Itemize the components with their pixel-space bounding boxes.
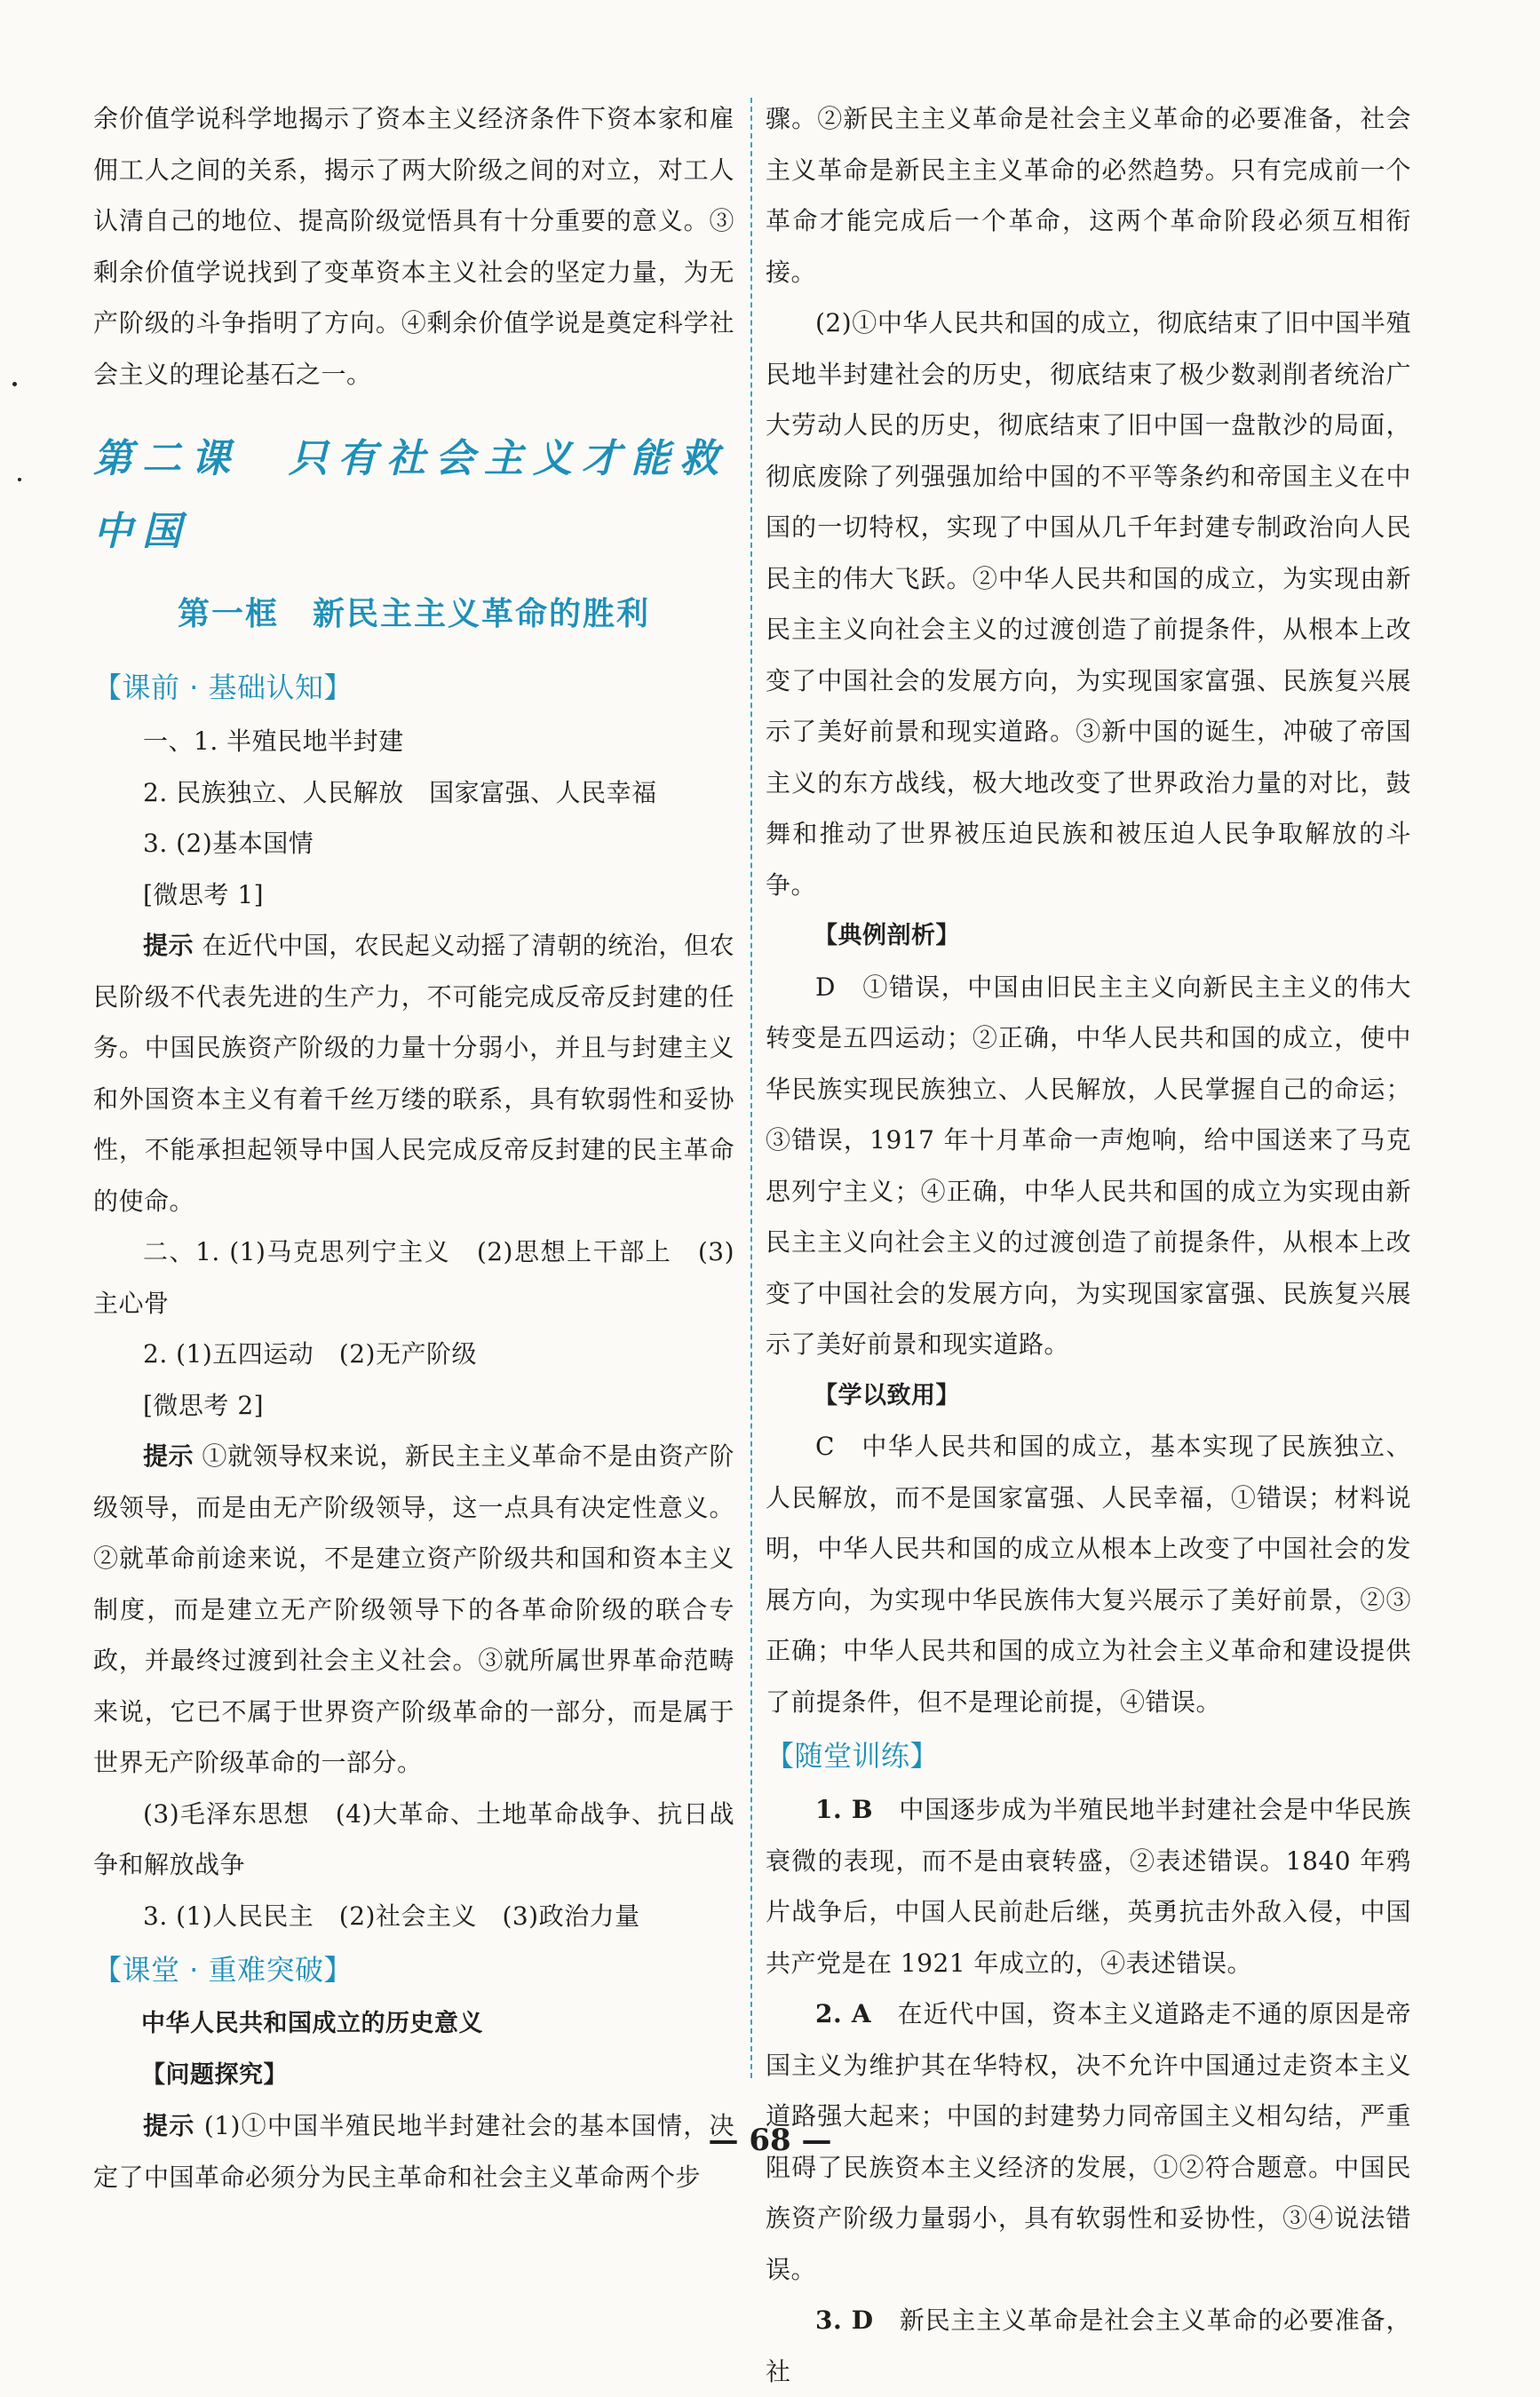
answer-line: (3)毛泽东思想 (4)大革命、土地革命战争、抗日战争和解放战争 (93, 1798, 734, 1879)
right-column (766, 93, 1411, 2397)
answer-text: 在近代中国，资本主义道路走不通的原因是帝国主义为维护其在华特权，决不允许中国通过走资本主义道路强大起来；中国的封建势力同帝国主义相勾结，严重阻碍了民族资本主义经济的发展，①②符合题意。中国民族资产阶级力量弱小，具有软弱性和妥协性，③④说法错误。 (766, 1999, 1411, 2284)
answer-text: 中国逐步成为半殖民地半封建社会是中华民族衰微的表现，而不是由衰转盛，②表述错误。1840 年鸦片战争后，中国人民前赴后继，英勇抗击外敌入侵，中国共产党是在 1921 年成立的，④表述错误。 (766, 1795, 1411, 1978)
page-number: — 68 — (708, 2123, 832, 2158)
scan-speck (18, 478, 21, 481)
question-number: 2. A (815, 1999, 872, 2028)
left-column (93, 93, 734, 2203)
column-divider (750, 98, 752, 2078)
significance-paragraph: (2)①中华人民共和国的成立，彻底结束了旧中国半殖民地半封建社会的历史，彻底结束了极少数剥削者统治广大劳动人民的历史，彻底结束了旧中国一盘散沙的局面，彻底废除了列强强加给中国的不平等条约和帝国主义在中国的一切特权，实现了中国从几千年封建专制政治向人民民主的伟大飞跃。②中华人民共和国的成立，为实现由新民主主义向社会主义的过渡创造了前提条件，从根本上改变了中国社会的发展方向，为实现国家富强、民族复兴展示了美好前景和现实道路。③新中国的诞生，冲破了帝国主义的东方战线，极大地改变了世界政治力量的对比，鼓舞和推动了世界被压迫民族和被压迫人民争取解放的斗争。 (766, 308, 1411, 900)
apply-label: 【学以致用】 (814, 1381, 960, 1409)
section-head-practice: 【随堂训练】 (766, 1739, 940, 1773)
question-number: 3. D (815, 2306, 874, 2335)
section-head-preclass: 【课前 · 基础认知】 (93, 671, 353, 704)
example-label: 【典例剖析】 (814, 922, 960, 949)
think-label: [微思考 1] (143, 879, 265, 909)
tip-label: 提示 (143, 1441, 194, 1471)
answer-line: 2. 民族独立、人民解放 国家富强、人民幸福 (143, 777, 657, 807)
practice-answer (766, 1784, 1411, 1988)
tip-text: 在近代中国，农民起义动摇了清朝的统治，但农民阶级不代表先进的生产力，不可能完成反帝反封建的任务。中国民族资产阶级的力量十分弱小，并且与封建主义和外国资本主义有着千丝万缕的联系，具有软弱性和妥协性，不能承担起领导中国人民完成反帝反封建的民主革命的使命。 (93, 931, 734, 1216)
answer-line: 3. (2)基本国情 (143, 829, 314, 858)
answer-line: 3. (1)人民民主 (2)社会主义 (3)政治力量 (143, 1901, 640, 1931)
topic-title: 中华人民共和国成立的历史意义 (141, 2010, 483, 2037)
section-head-inclass: 【课堂 · 重难突破】 (93, 1953, 353, 1987)
example-paragraph: D ①错误，中国由旧民主主义向新民主主义的伟大转变是五四运动；②正确，中华人民共和国的成立，使中华民族实现民族独立、人民解放，人民掌握自己的命运；③错误，1917 年十月革命一声炮响，给中国送来了马克思列宁主义；④正确，中华人民共和国的成立为实现由新民主主义向社会主义的过渡创造了前提条件，从根本上改变了中国社会的发展方向，为实现国家富强、民族复兴展示了美好前景和现实道路。 (766, 972, 1411, 1359)
tip-text: (1)①中国半殖民地半封建社会的基本国情，决定了中国革命必须分为民主革命和社会主义革命两个步 (93, 2111, 734, 2192)
practice-answer (766, 2295, 1411, 2397)
lesson-title: 第二课 只有社会主义才能救中国 (93, 436, 728, 554)
frame-title: 第一框 新民主主义革命的胜利 (177, 596, 650, 632)
tip-label: 提示 (143, 2111, 195, 2140)
question-number: 1. B (815, 1795, 873, 1824)
think-paragraph (93, 1431, 734, 1789)
intro-paragraph: 余价值学说科学地揭示了资本主义经济条件下资本家和雇佣工人之间的关系，揭示了两大阶级之间的对立，对工人认清自己的地位、提高阶级觉悟具有十分重要的意义。③剩余价值学说找到了变革资本主义社会的坚定力量，为无产阶级的斗争指明了方向。④剩余价值学说是奠定科学社会主义的理论基石之一。 (93, 104, 734, 389)
apply-paragraph: C 中华人民共和国的成立，基本实现了民族独立、人民解放，而不是国家富强、人民幸福，①错误；材料说明，中华人民共和国的成立从根本上改变了中国社会的发展方向，为实现中华民族伟大复兴展示了美好前景，②③正确；中华人民共和国的成立为社会主义革命和建设提供了前提条件，但不是理论前提，④错误。 (766, 1432, 1411, 1717)
think-label: [微思考 2] (143, 1390, 265, 1420)
answer-text: 新民主主义革命是社会主义革命的必要准备，社 (766, 2306, 1411, 2386)
answer-line: 二、1. (1)马克思列宁主义 (2)思想上干部上 (3)主心骨 (93, 1237, 734, 1318)
scan-speck (12, 382, 17, 386)
continued-paragraph: 骤。②新民主主义革命是社会主义革命的必要准备，社会主义革命是新民主主义革命的必然趋势。只有完成前一个革命才能完成后一个革命，这两个革命阶段必须互相衔接。 (766, 104, 1411, 287)
answer-line: 2. (1)五四运动 (2)无产阶级 (143, 1339, 477, 1369)
answer-line: 一、1. 半殖民地半封建 (143, 726, 404, 756)
think-paragraph (93, 920, 734, 1226)
tip-text: ①就领导权来说，新民主主义革命不是由资产阶级领导，而是由无产阶级领导，这一点具有决定性意义。②就革命前途来说，不是建立资产阶级共和国和资本主义制度，而是建立无产阶级领导下的各革命阶级的联合专政，并最终过渡到社会主义社会。③就所属世界革命范畴来说，它已不属于世界资产阶级革命的一部分，而是属于世界无产阶级革命的一部分。 (93, 1441, 734, 1777)
inquiry-label: 【问题探究】 (141, 2060, 288, 2089)
tip-label: 提示 (143, 931, 194, 960)
